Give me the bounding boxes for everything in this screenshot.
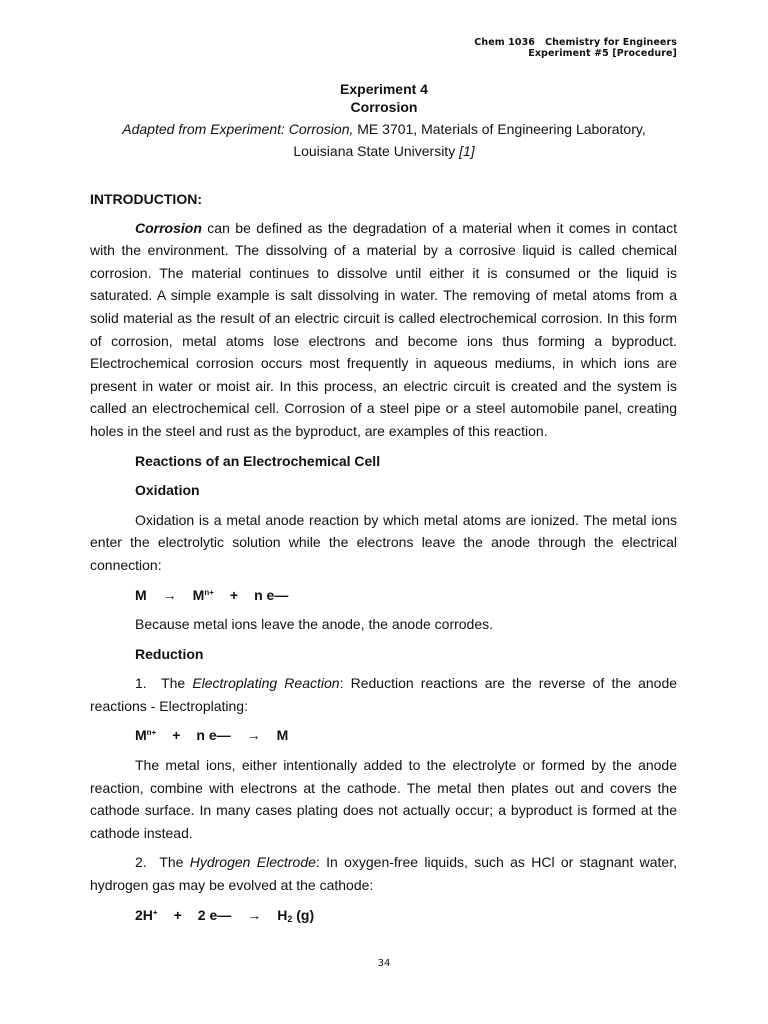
oxidation-equation <box>90 584 677 607</box>
running-header <box>474 37 677 59</box>
hydrogen-electrode-item <box>90 851 677 896</box>
adapted-source: ME 3701, Materials of Engineering Laboratory, <box>353 121 646 137</box>
hydrogen-equation <box>90 904 677 927</box>
adapted-prefix: Adapted from Experiment: Corrosion, <box>122 121 354 137</box>
eq-arrow: → <box>246 727 261 744</box>
eq-plus: + <box>173 906 182 923</box>
eq-ion: M <box>135 727 147 744</box>
item-prefix: The <box>161 675 193 692</box>
eq-electron-sign: — <box>216 727 231 744</box>
course-code: Chem 1036 <box>474 37 536 48</box>
cathode-paragraph: The metal ions, either intentionally added to the electrolyte or formed by the anode reaction, combine with electrons at the cathode. The metal then plates out and covers the cathode surface. In many cases plating does not actually occur; a byproduct is formed at the cathode instead. <box>90 757 677 841</box>
eq-arrow: → <box>162 586 177 603</box>
eq-plus: + <box>229 586 239 603</box>
eq-state: (g) <box>292 906 315 923</box>
eq-hydrogen-gas: H <box>277 906 288 923</box>
main-content <box>90 188 677 933</box>
electroplating-term: Electroplating Reaction <box>192 675 340 692</box>
eq-electrons: n e <box>254 586 275 603</box>
header-course-line <box>474 37 677 48</box>
hydrogen-electrode-term: Hydrogen Electrode <box>189 854 316 871</box>
introduction-heading: INTRODUCTION: <box>90 191 202 207</box>
title-block <box>0 80 768 162</box>
eq-ion: M <box>192 586 205 603</box>
header-experiment-ref: Experiment #5 [Procedure] <box>528 48 677 59</box>
experiment-title: Experiment 4 <box>340 81 428 97</box>
item-prefix: The <box>159 854 190 871</box>
topic-title: Corrosion <box>350 99 418 115</box>
page-number: 34 <box>377 958 391 969</box>
adapted-from-line <box>0 118 768 140</box>
introduction-paragraph <box>90 217 677 443</box>
electroplating-text: : Reduction reactions are the reverse of the anode reactions - Electroplating: <box>90 675 678 714</box>
university-line <box>0 140 768 162</box>
eq-plus: + <box>172 727 181 744</box>
eq-electrons: n e <box>196 727 217 744</box>
eq-arrow: → <box>247 906 262 923</box>
eq-electron-sign: — <box>217 906 232 923</box>
introduction-text: can be defined as the degradation of a material when it comes in contact with the environment. The dissolving of a material by a corrosive liquid is called chemical corrosion. The material continues to dissolve until either it is consumed or the liquid is saturated. A simple example is salt dissolving in water. The removing of metal atoms from a solid material as the result of an electric circuit is called electrochemical corrosion. In this form of corrosion, metal atoms lose electrons and become ions thus forming a byproduct. Electrochemical corrosion occurs most frequently in aqueous mediums, in which ions are present in water or moist air. In this process, an electric circuit is created and the system is called an electrochemical cell. Corrosion of a steel pipe or a steel automobile panel, creating holes in the steel and rust as the byproduct, are examples of this reaction. <box>90 219 677 439</box>
eq-hydrogen-subscript: 2 <box>287 913 293 924</box>
oxidation-paragraph: Oxidation is a metal anode reaction by which metal atoms are ionized. The metal ions enter the electrolytic solution while the electrons leave the anode through the electrical connection: <box>90 511 677 573</box>
eq-hydrogen-charge: + <box>152 907 158 917</box>
eq-electron-sign: — <box>274 586 289 603</box>
oxidation-heading: Oxidation <box>135 482 200 499</box>
eq-ion-charge: n+ <box>146 728 157 738</box>
eq-metal: M <box>135 586 147 603</box>
item-number: 1. <box>135 675 147 692</box>
corrosion-term: Corrosion <box>135 219 202 236</box>
electroplating-item <box>90 672 677 717</box>
citation: [1] <box>459 143 475 159</box>
eq-electrons: 2 e <box>197 906 218 923</box>
reactions-heading: Reactions of an Electrochemical Cell <box>135 452 381 469</box>
hydrogen-electrode-text: : In oxygen-free liquids, such as HCl or stagnant water, hydrogen gas may be evolved at the cathode: <box>90 854 677 894</box>
course-name: Chemistry for Engineers <box>545 37 677 48</box>
item-number: 2. <box>135 854 147 871</box>
reduction-heading: Reduction <box>135 645 204 662</box>
anode-corrodes-text: Because metal ions leave the anode, the anode corrodes. <box>135 616 494 633</box>
eq-metal: M <box>276 727 289 744</box>
eq-hydrogen-ion: 2H <box>135 906 153 923</box>
university: Louisiana State University <box>293 143 460 159</box>
eq-ion-charge: n+ <box>204 587 214 597</box>
electroplating-equation <box>90 724 677 747</box>
